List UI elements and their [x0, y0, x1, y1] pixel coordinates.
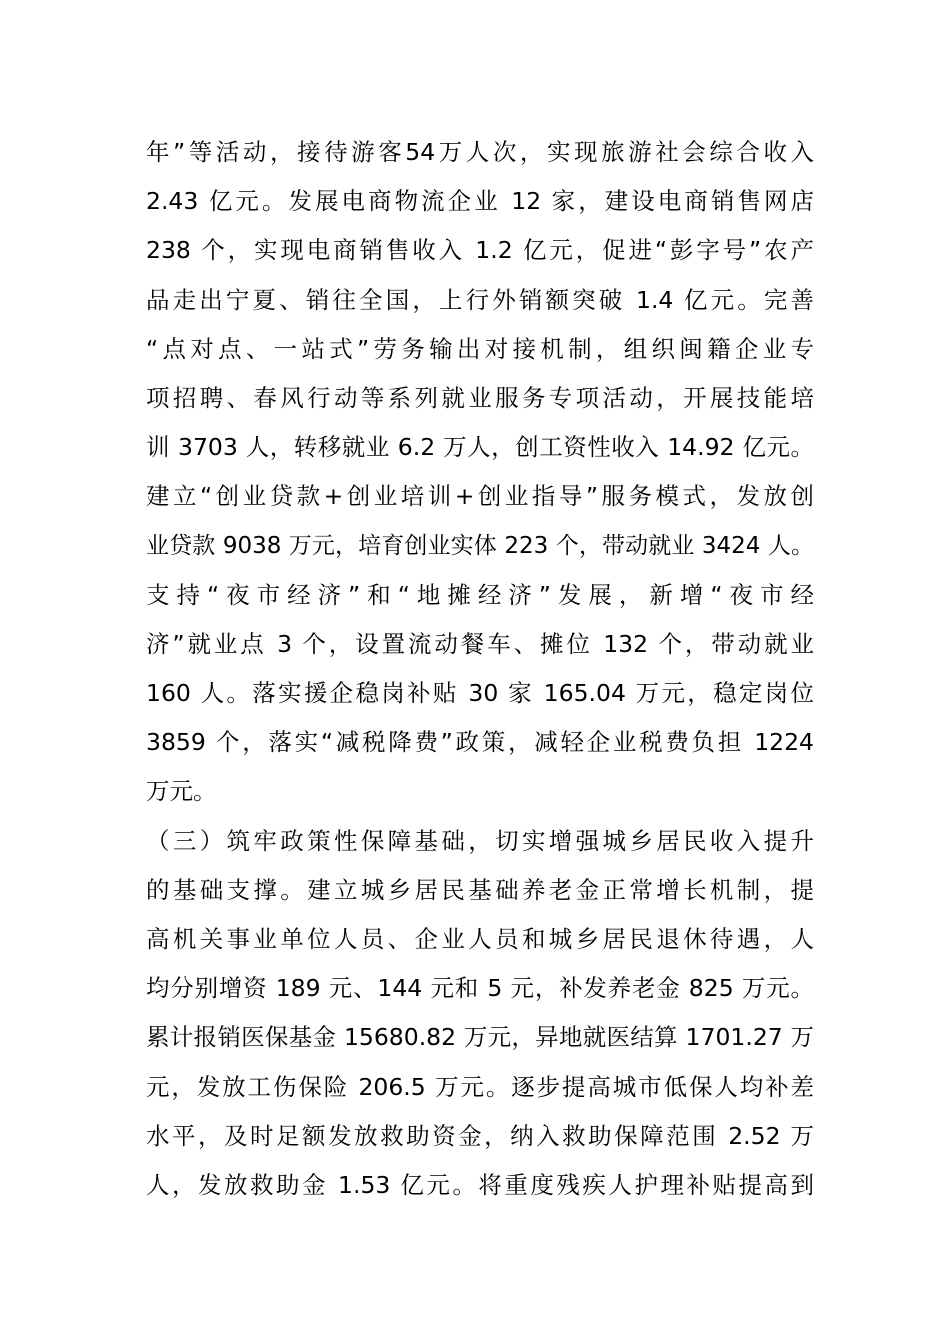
text-line: 高机关事业单位人员、企业人员和城乡居民退休待遇，人: [146, 925, 814, 953]
text-line: 2.43 亿元。发展电商物流企业 12 家，建设电商销售网店: [146, 187, 814, 216]
text-line: 3859 个，落实“减税降费”政策，减轻企业税费负担 1224: [146, 728, 814, 757]
text-line: 支持“夜市经济”和“地摊经济”发展，新增“夜市经: [146, 580, 814, 609]
text-line: 累计报销医保基金 15680.82 万元，异地就医结算 1701.27 万: [146, 1023, 814, 1052]
text-line: 的基础支撑。建立城乡居民基础养老金正常增长机制，提: [146, 875, 814, 904]
text-line: 年”等活动，接待游客54万人次，实现旅游社会综合收入: [146, 138, 814, 166]
text-line: 160 人。落实援企稳岗补贴 30 家 165.04 万元，稳定岗位: [146, 679, 814, 708]
text-line: 品走出宁夏、销往全国，上行外销额突破 1.4 亿元。完善: [146, 285, 814, 314]
text-line: 济”就业点 3 个，设置流动餐车、摊位 132 个，带动就业: [146, 629, 814, 658]
body-text: [146, 128, 814, 1210]
text-line: 建立“创业贷款+创业培训+创业指导”服务模式，发放创: [146, 482, 814, 511]
section-heading-line: （三）筑牢政策性保障基础，切实增强城乡居民收入提升: [146, 826, 814, 855]
text-line: 均分别增资 189 元、144 元和 5 元，补发养老金 825 万元。: [146, 974, 814, 1003]
text-line: 水平，及时足额发放救助资金，纳入救助保障范围 2.52 万: [146, 1121, 814, 1150]
text-line: 238 个，实现电商销售收入 1.2 亿元，促进“彭字号”农产: [146, 236, 814, 265]
text-line: 业贷款 9038 万元，培育创业实体 223 个，带动就业 3424 人。: [146, 532, 814, 559]
text-line: 项招聘、春风行动等系列就业服务专项活动，开展技能培: [146, 383, 814, 412]
text-line: 元，发放工伤保险 206.5 万元。逐步提高城市低保人均补差: [146, 1072, 814, 1101]
text-line: 万元。: [146, 777, 217, 806]
text-line: 训 3703 人，转移就业 6.2 万人，创工资性收入 14.92 亿元。: [146, 433, 814, 462]
text-line: “点对点、一站式”劳务输出对接机制，组织闽籍企业专: [146, 334, 814, 363]
text-line: 人，发放救助金 1.53 亿元。将重度残疾人护理补贴提高到: [146, 1170, 814, 1199]
